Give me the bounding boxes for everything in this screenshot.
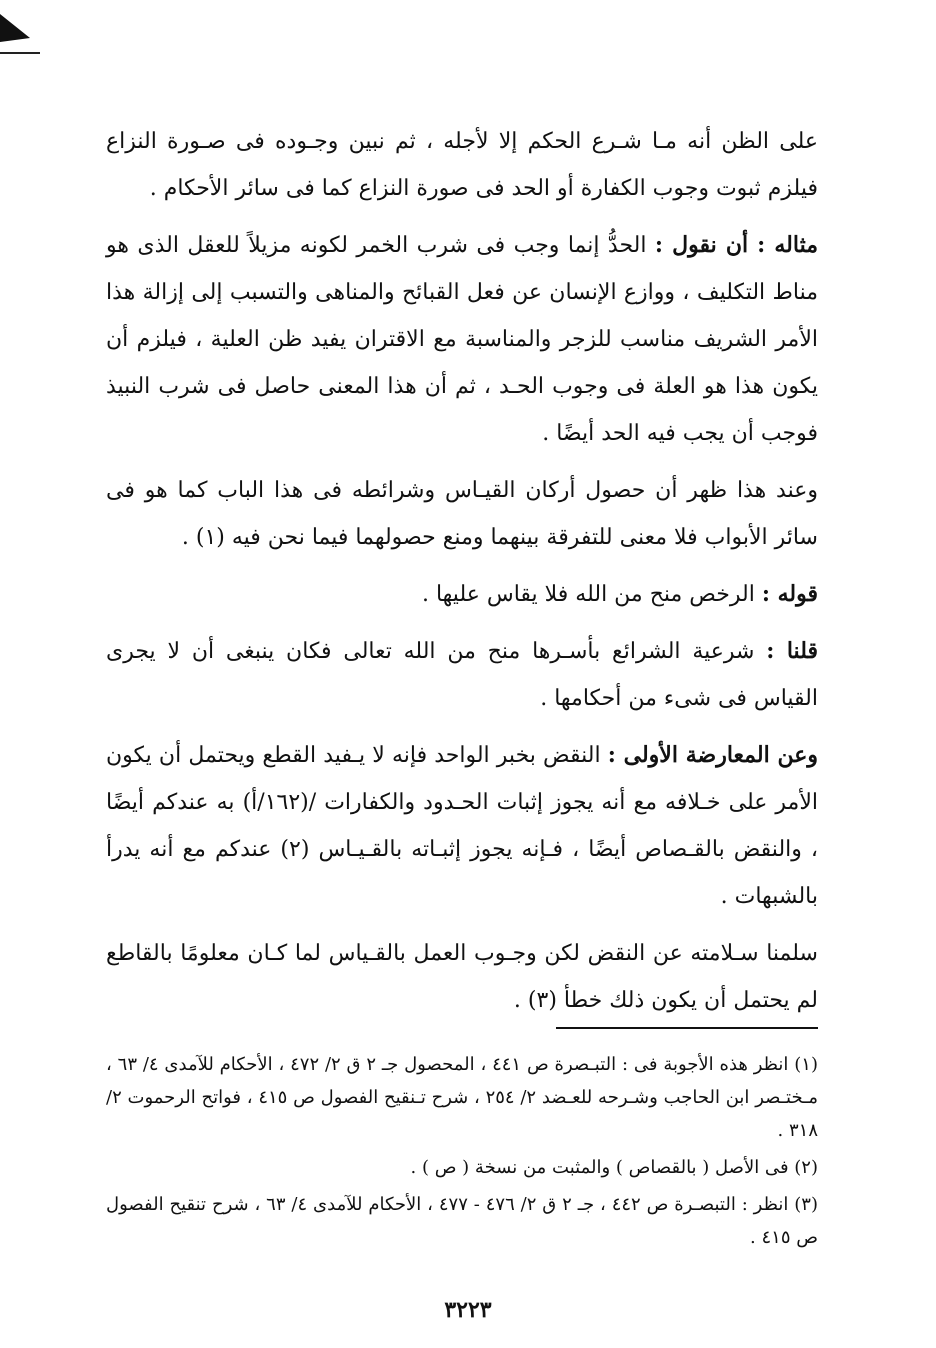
paragraph-6: [106, 732, 818, 920]
footnote-separator: [556, 1027, 818, 1029]
paragraph-5-text: شرعية الشرائع بأسـرها منح من الله تعالى فكان ينبغى أن لا يجرى القياس فى شىء من أحكامها .: [106, 639, 818, 711]
corner-rule: [0, 52, 40, 54]
paragraph-4-text: الرخص منح من الله فلا يقاس عليها .: [421, 582, 755, 607]
paragraph-2: [106, 222, 818, 457]
paragraph-4: [106, 571, 818, 618]
paragraph-7-text: سلمنا سـلامته عن النقض لكن وجـوب العمل بالقـياس لما كـان معلومًا بالقاطع لم يحتمل أن يكون ذلك خطأ (٣) .: [106, 941, 818, 1013]
paragraph-5-lead: قلنا :: [766, 638, 818, 664]
paragraph-2-lead: مثاله : أن نقول :: [654, 232, 818, 258]
paragraph-6-lead: وعن المعارضة الأولى :: [607, 742, 818, 768]
paragraph-4-lead: قوله :: [761, 581, 818, 607]
footnote-3: (٣) انظر : التبصـرة ص ٤٤٢ ، جـ ٢ ق ٢/ ٤٧٦ - ٤٧٧ ، الأحكام للآمدى ٤/ ٦٣ ، شرح تنقيح الفصول ص ٤١٥ .: [106, 1194, 818, 1248]
paragraph-1-text: على الظن أنه مـا شـرع الحكم إلا لأجله ، ثم نبين وجـوده فى صـورة النزاع فيلزم ثبوت وجوب الكفارة أو الحد فى صورة النزاع كما فى سائر الأحكام .: [106, 129, 818, 201]
main-text: [106, 118, 818, 1034]
footnote-2: (٢) فى الأصل ( بالقصاص ) والمثبت من نسخة ( ص ) .: [410, 1157, 818, 1178]
paragraph-6-text: النقض بخبر الواحد فإنه لا يـفيد القطع ويحتمل أن يكون الأمر على خـلافه مع أنه يجوز إثبات الحـدود والكفارات /(١٦٢/أ) به عندكم أيضًا ، والنقض بالقـصاص أيضًا ، فـإنه يجوز إثبـاته بالقـيـاس (٢) عندكم مع أنه يدرأ بالشبهات .: [106, 743, 819, 909]
paragraph-1: [106, 118, 818, 212]
page-number: ٣٢٢٣: [444, 1297, 492, 1323]
corner-mark-icon: [0, 14, 30, 42]
paragraph-3-text: وعند هذا ظهر أن حصول أركان القيـاس وشرائطه فى هذا الباب كما هو فى سائر الأبواب فلا معنى للتفرقة بينهما ومنع حصولهما فيما نحن فيه (١) .: [106, 478, 818, 550]
footnotes: [106, 1048, 818, 1258]
paragraph-2-text: الحدُّ إنما وجب فى شرب الخمر لكونه مزيلاً للعقل الذى هو مناط التكليف ، ووازع الإنسان عن فعل القبائح والمناهى والتسبب إلى إزالة هذا الأمر الشريف مناسب للزجر والمناسبة مع الاقتران يفيد ظن العلية ، فيلزم أن يكون هذا هو العلة فى وجوب الحـد ، ثم أن هذا المعنى حاصل فى شرب النبيذ فوجب أن يجب فيه الحد أيضًا .: [106, 233, 818, 446]
paragraph-3: [106, 467, 818, 561]
paragraph-5: [106, 628, 818, 722]
footnote-1: (١) انظر هذه الأجوبة فى : التبـصرة ص ٤٤١ ، المحصول جـ ٢ ق ٢/ ٤٧٢ ، الأحكام للآمدى ٤/ ٦٣ ، مـختـصر ابن الحاجب وشـرحه للعـضد ٢/ ٢٥٤ ، شرح تـنقيح الفصول ص ٤١٥ ، فواتح الرحموت ٢/ ٣١٨ .: [106, 1054, 818, 1141]
paragraph-7: [106, 930, 818, 1024]
